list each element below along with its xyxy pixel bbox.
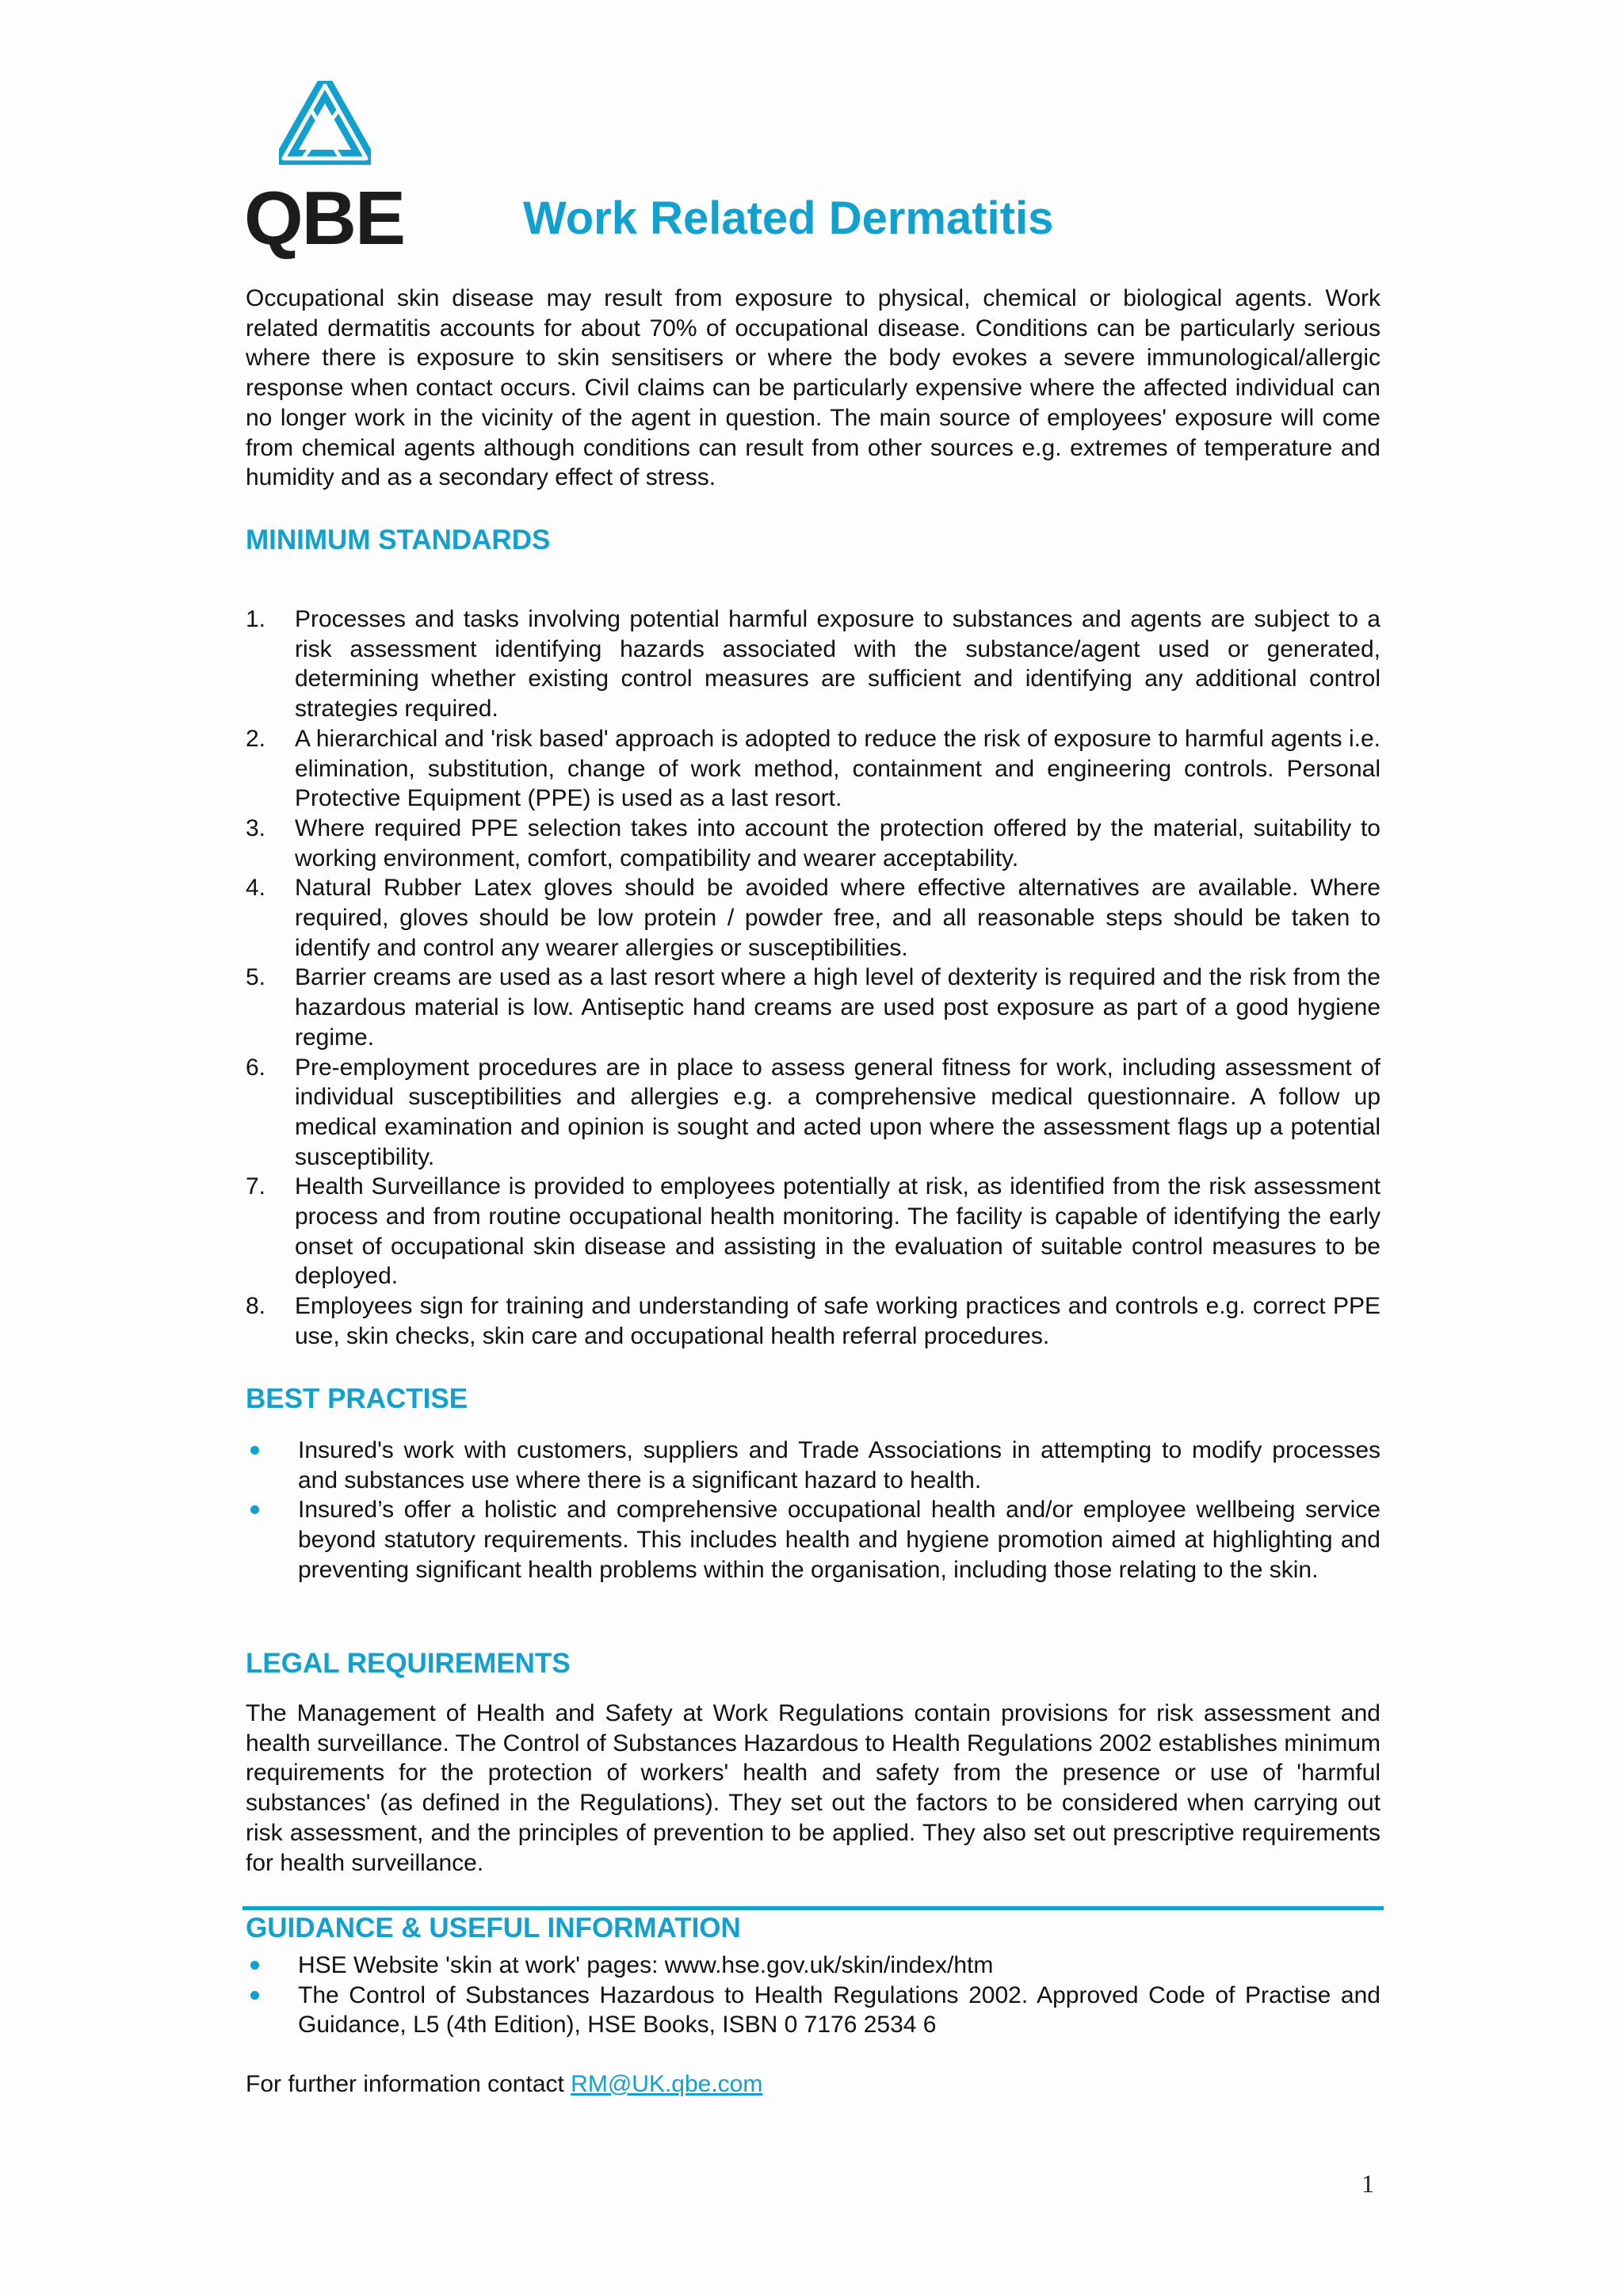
- legal-requirements-heading: LEGAL REQUIREMENTS: [246, 1648, 571, 1679]
- bullet-icon: [250, 1991, 259, 2000]
- bullet-icon: [250, 1961, 259, 1970]
- item-text: Where required PPE selection takes into account the protection offered by the material, suitability to working environment, comfort, compatibility and wearer acceptability.: [295, 814, 1381, 871]
- best-practise-heading: BEST PRACTISE: [246, 1383, 468, 1414]
- item-number: 6.: [246, 1054, 266, 1081]
- list-item: [246, 724, 1381, 814]
- contact-prefix: For further information contact: [246, 2071, 571, 2097]
- list-item: [246, 1291, 1381, 1351]
- page-number: 1: [1361, 2169, 1374, 2198]
- item-text: The Control of Substances Hazardous to Health Regulations 2002. Approved Code of Practise and Guidance, L5 (4th Edition), HSE Books, ISBN 0 7176 2534 6: [298, 1981, 1381, 2039]
- legal-requirements-paragraph: The Management of Health and Safety at Work Regulations contain provisions for risk assessment and health surveillance. The Control of Substances Hazardous to Health Regulations 2002 establishes minimum requirements for the protection of workers' health and safety from the presence or use of 'harmful substances' (as defined in the Regulations). They set out the factors to be considered when carrying out risk assessment, and the principles of prevention to be applied. They also set out prescriptive requirements for health surveillance.: [246, 1700, 1381, 1876]
- item-text: Health Surveillance is provided to employees potentially at risk, as identified from the risk assessment process and from routine occupational health monitoring. The facility is capable of identifying the early onset of occupational skin disease and assisting in the evaluation of suitable control measures to be deployed.: [295, 1173, 1381, 1290]
- list-item: [246, 1436, 1381, 1495]
- minimum-standards-heading: MINIMUM STANDARDS: [246, 524, 551, 555]
- minimum-standards-section: [246, 605, 1381, 1352]
- item-text: Natural Rubber Latex gloves should be avoided where effective alternatives are available. Where required, gloves should be low protein / powder free, and all reasonable steps should be taken to identify and control any wearer allergies or susceptibilities.: [295, 875, 1381, 961]
- list-item: [246, 605, 1381, 724]
- guidance-list: [246, 1951, 1381, 2040]
- list-item: [246, 1172, 1381, 1291]
- item-text: A hierarchical and 'risk based' approach is adopted to reduce the risk of exposure to harmful agents i.e. elimination, substitution, change of work method, containment and engineering controls. Personal Protective Equipment (PPE) is used as a last resort.: [295, 725, 1381, 812]
- bullet-icon: [250, 1505, 259, 1514]
- intro-section: [246, 284, 1381, 493]
- minimum-standards-list: [246, 605, 1381, 1352]
- item-number: 5.: [246, 964, 266, 991]
- list-item: [246, 1951, 1381, 1981]
- item-number: 2.: [246, 725, 266, 752]
- intro-paragraph: Occupational skin disease may result from exposure to physical, chemical or biological agents. Work related dermatitis accounts for about 70% of occupational disease. Conditions can be particularly serious where there is exposure to skin sensitisers or where the body evokes a severe immunological/allergic response when contact occurs. Civil claims can be particularly expensive where the affected individual can no longer work in the vicinity of the agent in question. The main source of employees' exposure will come from chemical agents although conditions can result from other sources e.g. extremes of temperature and humidity and as a secondary effect of stress.: [246, 285, 1381, 491]
- list-item: [246, 1053, 1381, 1173]
- list-item: [246, 1981, 1381, 2040]
- qbe-logo-text: QBE: [244, 176, 405, 261]
- best-practise-section: [246, 1436, 1381, 1585]
- item-number: 1.: [246, 606, 266, 632]
- contact-email-link[interactable]: RM@UK.qbe.com: [571, 2071, 763, 2097]
- list-item: [246, 963, 1381, 1052]
- item-text: Employees sign for training and understanding of safe working practices and controls e.g. correct PPE use, skin checks, skin care and occupational health referral procedures.: [295, 1293, 1381, 1349]
- guidance-section: [246, 1951, 1381, 2040]
- list-item: [246, 873, 1381, 963]
- item-number: 4.: [246, 875, 266, 902]
- item-number: 8.: [246, 1293, 266, 1320]
- qbe-logo-icon: [279, 81, 371, 165]
- item-text: Processes and tasks involving potential harmful exposure to substances and agents are subject to a risk assessment identifying hazards associated with the substance/agent used or generated, determining whether existing control measures are sufficient and identifying any additional control strategies required.: [295, 606, 1381, 723]
- section-divider: [242, 1906, 1384, 1910]
- item-number: 7.: [246, 1173, 266, 1200]
- guidance-heading: GUIDANCE & USEFUL INFORMATION: [246, 1913, 741, 1943]
- contact-line: [246, 2069, 1381, 2100]
- best-practise-list: [246, 1436, 1381, 1585]
- legal-requirements-section: [246, 1699, 1381, 1878]
- item-text: Insured's work with customers, suppliers and Trade Associations in attempting to modify processes and substances use where there is a significant hazard to health.: [298, 1437, 1381, 1493]
- item-text: Insured’s offer a holistic and comprehensive occupational health and/or employee wellbeing service beyond statutory requirements. This includes health and hygiene promotion aimed at highlighting and preventing significant health problems within the organisation, including those relating to the skin.: [298, 1497, 1381, 1583]
- contact-section: [246, 2069, 1381, 2100]
- list-item: [246, 814, 1381, 873]
- item-number: 3.: [246, 814, 266, 841]
- item-text: Pre-employment procedures are in place to assess general fitness for work, including assessment of individual susceptibilities and allergies e.g. a comprehensive medical questionnaire. A follow up medical examination and opinion is sought and acted upon where the assessment flags up a potential susceptibility.: [295, 1054, 1381, 1170]
- item-text: HSE Website 'skin at work' pages: www.hse.gov.uk/skin/index/htm: [298, 1952, 994, 1978]
- bullet-icon: [250, 1446, 259, 1455]
- page-title: Work Related Dermatitis: [523, 193, 1054, 244]
- list-item: [246, 1495, 1381, 1585]
- item-text: Barrier creams are used as a last resort where a high level of dexterity is required and the risk from the hazardous material is low. Antiseptic hand creams are used post exposure as part of a good hygiene regime.: [295, 964, 1381, 1051]
